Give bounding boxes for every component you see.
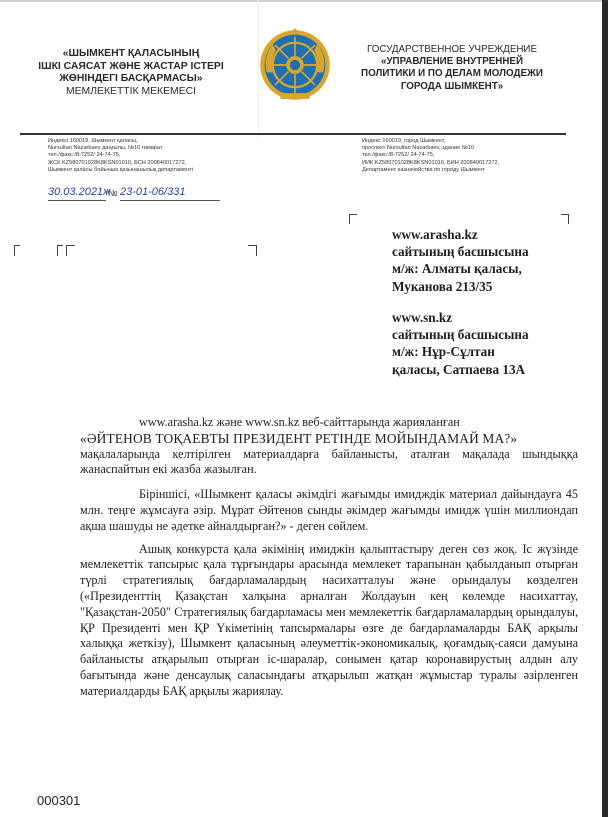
address-ru-line: тел./факс:/8-7252/ 24-74-75,: [362, 152, 435, 159]
addressee-sn: [392, 309, 572, 378]
letterhead-kz-line-1: «ШЫМКЕНТ ҚАЛАСЫНЫҢ: [62, 48, 200, 59]
letterhead-ru-line-1: «УПРАВЛЕНИЕ ВНУТРЕННЕЙ: [381, 56, 523, 68]
state-emblem-icon: [258, 28, 332, 102]
scan-edge-top: [0, 0, 608, 2]
paragraph-intro-rest: мақалаларында келтірілген материалдарға байланысты, аталған мақалада шындыққа жанаспайтын екі жазба жазылған.: [80, 446, 578, 477]
address-russian: [362, 138, 572, 174]
address-kz-line: Индексі 160019, Шымкент қаласы,: [48, 138, 138, 144]
letterhead-kz-sub: МЕМЛЕКЕТТІК МЕКЕМЕСІ: [65, 85, 197, 97]
address-kz-line: Nursultan Nazarbaev даңғылы, №10 ғимарат: [48, 145, 163, 152]
addressee-line: сайтының басшысына: [392, 327, 529, 343]
letterhead-kz-line-2: ІШКІ САЯСАТ ЖӘНЕ ЖАСТАР ІСТЕРІ: [38, 60, 224, 72]
letterhead-kazakh: [20, 48, 242, 98]
address-kazakh: [48, 138, 268, 174]
addressee-line: м/ж: Нұр-Сұлтан: [392, 344, 495, 360]
corner-mark: [349, 214, 357, 224]
date-underline: [48, 200, 106, 201]
corner-mark: [14, 245, 20, 256]
letterhead-kz-line-3: ЖӨНІНДЕГІ БАСҚАРМАСЫ»: [59, 73, 203, 85]
document-serial-number: 000301: [37, 793, 81, 808]
registration-date: 30.03.2021ж: [48, 186, 111, 198]
address-kz-line: ЖСК KZ580701028K8KSN01010, БСН 200840017272,: [48, 159, 187, 166]
registration-line: [48, 181, 226, 205]
header-rule: [20, 133, 566, 135]
address-kz-line: Шымкент қаласы бойынша қазынашылық департаменті: [48, 166, 193, 173]
registration-number: 23-01-06/331: [120, 186, 186, 198]
addressee-line: сайтының басшысына: [392, 244, 529, 260]
address-ru-line: Департамент казначейства по городу Шымкент: [362, 166, 485, 173]
addressee-line: Муканова 213/35: [392, 278, 493, 294]
article-title: «ӘЙТЕНОВ ТОҚАЕВТЫ ПРЕЗИДЕНТ РЕТІНДЕ МОЙЫНДАМАЙ МА?»: [80, 430, 518, 446]
letter-body: [80, 415, 578, 700]
addressee-line: www.arasha.kz: [392, 227, 478, 242]
address-kz-line: тел./факс:/8-7252/ 24-74-75,: [48, 152, 121, 159]
corner-mark: [248, 245, 257, 256]
address-ru-line: ИИК KZ580701028K8KSN01010, БИН 200840017272,: [362, 159, 500, 166]
letterhead-ru-line-3: ГОРОДА ШЫМКЕНТ»: [400, 80, 504, 92]
addressee-line: www.sn.kz: [392, 310, 453, 325]
addressee-line: қаласы, Сатпаева 13А: [392, 361, 526, 377]
number-underline: [120, 200, 220, 201]
corner-mark: [561, 214, 569, 224]
scan-edge-right: [602, 0, 608, 817]
registration-number-label: №: [108, 188, 118, 198]
addressee-arasha: [392, 226, 572, 295]
paragraph-explanation: Ашық конкурста қала әкімінің имиджін қалыптастыру деген сөз жоқ. Іс жүзінде мемлекеттік тапсырыс қала тұрғындары арасында мемлекет тарапынан қабылданып отырған түрлі стратегиялық бағдарламалардың насихатталуы және орындалуы көзделген («Президенттің Қазақстан халқына арналған Жолдауын кең көлемде насихаттау, "Қазақстан-2050" Стратегиялық бағдарламасы мен мемлекеттік бағдарламалардың орындалуы, ҚР Президенті мен ҚР Үкіметінің тапсырмалары өзге де бағдарламаларды БАҚ арқылы халыққа жеткізу), Шымкент қаласының әлеуметтік-экономикалық, қоғамдық-саяси дамуына байланысты атқарылып отырған іс-шаралар, сонымен қатар коронавирустың алдын алу бағытында және денсаулық саласындағы атқарылып жатқан жұмыстар туралы әзірленген материалдарды БАҚ арқылы жариялау.: [80, 541, 578, 698]
address-ru-line: Индекс 160019, город Шымкент,: [362, 138, 446, 144]
paragraph-first-claim: Біріншісі, «Шымкент қаласы әкімдігі жағымды имидждік материал дайындауға 45 млн. теңге жұмсауға әзір. Мұрат Әйтенов сынды әкімдер жағымды имидж үшін миллиондап ақша шашуды не әдетке айналдырған?» - деген сөйлем.: [80, 487, 578, 533]
addressee-line: м/ж: Алматы қаласы,: [392, 261, 522, 277]
letterhead-russian: [358, 44, 546, 93]
letterhead-ru-line-2: ПОЛИТИКИ И ПО ДЕЛАМ МОЛОДЕЖИ: [361, 68, 543, 80]
letterhead-ru-top: ГОСУДАРСТВЕННОЕ УЧРЕЖДЕНИЕ: [366, 44, 538, 55]
address-ru-line: проспект Nursultan Nazarbaev, здание №10: [362, 145, 474, 152]
corner-mark: [66, 245, 75, 256]
paragraph-intro: www.arasha.kz және www.sn.kz веб-сайттарында жарияланған: [139, 415, 460, 429]
corner-mark: [57, 245, 63, 256]
